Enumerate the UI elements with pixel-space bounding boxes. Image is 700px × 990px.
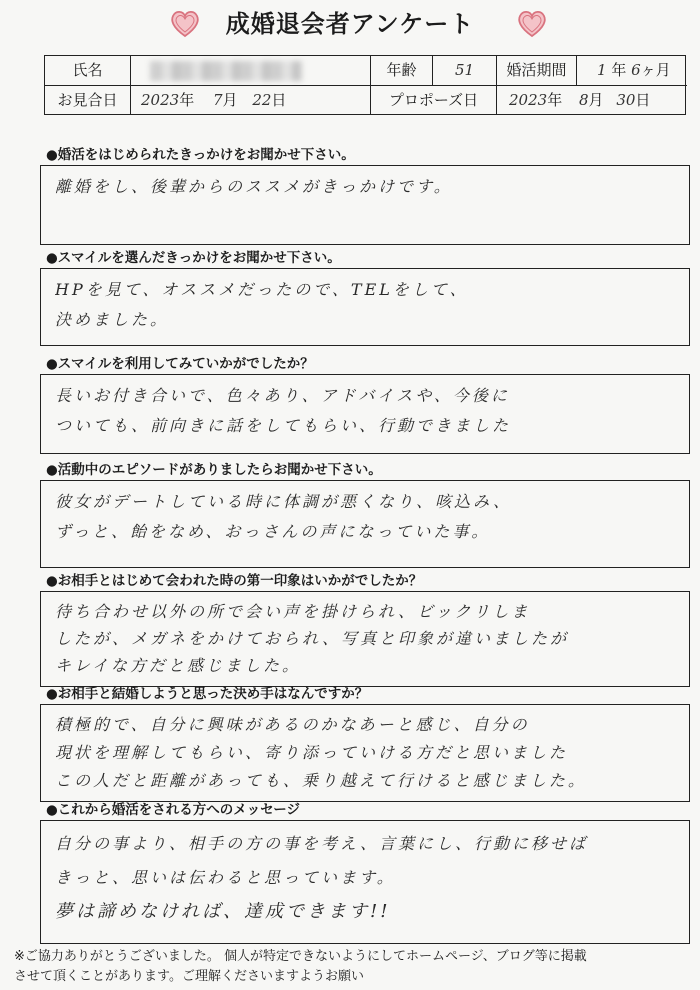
period-years: 1 xyxy=(597,61,607,79)
question-5: ●お相手とはじめて会われた時の第一印象はいかがでしたか？ xyxy=(46,573,423,589)
answer-2: HPを見て、オススメだったので、TELをして、 決めました。 xyxy=(40,268,690,346)
answer-1: 離婚をし、後輩からのススメがきっかけです。 xyxy=(40,165,690,245)
title-row xyxy=(0,6,700,42)
period-value xyxy=(577,56,687,86)
age-label: 年齢 xyxy=(371,56,433,86)
question-2: ●スマイルを選んだきっかけをお聞かせ下さい。 xyxy=(46,250,341,266)
propose-date-label: プロポーズ日 xyxy=(371,86,497,114)
info-table xyxy=(44,55,686,115)
heart-icon xyxy=(517,10,547,38)
propose-date-value: 2023年 8月 30日 xyxy=(509,91,651,109)
footer-note: ※ご協力ありがとうございました。 個人が特定できないようにしてホームページ、ブログ等に掲載 させて頂くことがあります。ご理解くださいますようお願い xyxy=(14,949,587,984)
answer-7: 自分の事より、相手の方の事を考え、言葉にし、行動に移せば きっと、思いは伝わると思っています。 夢は諦めなければ、達成できます!! xyxy=(40,820,690,944)
question-7: ●これから婚活をされる方へのメッセージ xyxy=(46,802,300,818)
answer-4: 彼女がデートしている時に体調が悪くなり、咳込み、 ずっと、飴をなめ、おっさんの声になっていた事。 xyxy=(40,480,690,568)
question-3: ●スマイルを利用してみていかがでしたか？ xyxy=(46,356,314,372)
question-1: ●婚活をはじめられたきっかけをお聞かせ下さい。 xyxy=(46,147,355,163)
page-title: 成婚退会者アンケート xyxy=(225,10,475,38)
age-value: 51 xyxy=(433,56,497,86)
period-months: 6 xyxy=(631,61,641,79)
name-label: 氏名 xyxy=(45,56,131,86)
heart-icon xyxy=(170,10,200,38)
meet-date-value: 2023年 7月 22日 xyxy=(131,86,371,114)
answer-5: 待ち合わせ以外の所で会い声を掛けられ、ビックリしま したが、メガネをかけておられ、写真と印象が違いましたが キレイな方だと感じました。 xyxy=(40,591,690,687)
answer-6: 積極的で、自分に興味があるのかなあーと感じ、自分の 現状を理解してもらい、寄り添っていける方だと思いました この人だと距離があっても、乗り越えて行けると感じました。 xyxy=(40,704,690,802)
question-6: ●お相手と結婚しようと思った決め手はなんですか？ xyxy=(46,686,369,702)
period-year-unit: 年 xyxy=(611,61,627,79)
period-month-unit: ヶ月 xyxy=(640,61,671,79)
meet-date-label: お見合日 xyxy=(45,86,131,114)
period-label: 婚活期間 xyxy=(497,56,577,86)
redacted-name xyxy=(150,61,302,81)
question-4: ●活動中のエピソードがありましたらお聞かせ下さい。 xyxy=(46,462,382,478)
answer-3: 長いお付き合いで、色々あり、アドバイスや、今後に ついても、前向きに話をしてもらい、行動できました xyxy=(40,374,690,454)
